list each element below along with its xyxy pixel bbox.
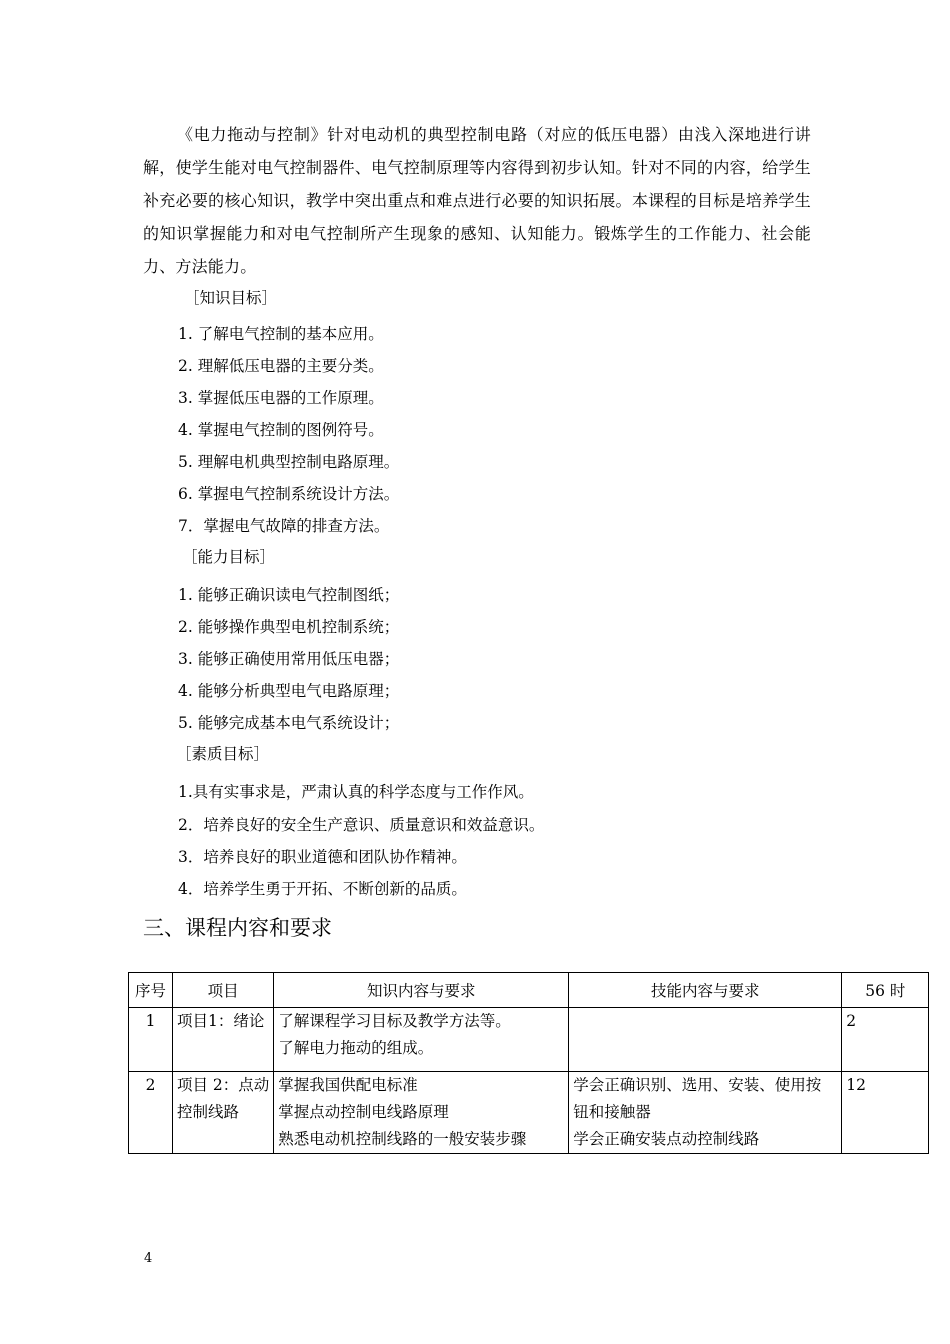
row-project: 项目1：绪论 (173, 1008, 274, 1072)
knowledge-item: 1. 了解电气控制的基本应用。 (178, 325, 384, 343)
table-header-row (129, 973, 929, 1008)
quality-item: 3．培养良好的职业道德和团队协作精神。 (178, 848, 467, 866)
quality-goals-heading: ［素质目标］ (176, 745, 270, 763)
quality-item: 1.具有实事求是，严肃认真的科学态度与工作作风。 (178, 783, 534, 801)
row-knowledge: 掌握我国供配电标准 掌握点动控制电线路原理 熟悉电动机控制线路的一般安装步骤 (274, 1072, 569, 1154)
ability-item: 3. 能够正确使用常用低压电器； (178, 650, 400, 668)
intro-paragraph: 《电力拖动与控制》针对电动机的典型控制电路（对应的低压电器）由浅入深地进行讲解，使学生能对电气控制器件、电气控制原理等内容得到初步认知。针对不同的内容，给学生补充必要的核心知识，教学中突出重点和难点进行必要的知识拓展。本课程的目标是培养学生的知识掌握能力和对电气控制所产生现象的感知、认知能力。锻炼学生的工作能力、社会能力、方法能力。 (143, 125, 811, 276)
header-skills: 技能内容与要求 (569, 973, 842, 1008)
ability-item: 4. 能够分析典型电气电路原理； (178, 682, 400, 700)
knowledge-item: 2. 理解低压电器的主要分类。 (178, 357, 384, 375)
knowledge-item: 7．掌握电气故障的排查方法。 (178, 517, 390, 535)
row-serial: 1 (129, 1008, 173, 1072)
section-heading: 三、课程内容和要求 (143, 916, 332, 940)
row-hours: 12 (842, 1072, 929, 1154)
knowledge-item: 4. 掌握电气控制的图例符号。 (178, 421, 384, 439)
header-hours: 56 时 (842, 973, 929, 1008)
row-hours: 2 (842, 1008, 929, 1072)
knowledge-item: 6. 掌握电气控制系统设计方法。 (178, 485, 400, 503)
knowledge-item: 3. 掌握低压电器的工作原理。 (178, 389, 384, 407)
quality-item: 4．培养学生勇于开拓、不断创新的品质。 (178, 880, 467, 898)
knowledge-goals-heading: ［知识目标］ (184, 289, 278, 307)
knowledge-item: 5. 理解电机典型控制电路原理。 (178, 453, 400, 471)
table-row (129, 1072, 929, 1154)
row-serial: 2 (129, 1072, 173, 1154)
page-number: 4 (144, 1251, 153, 1266)
course-content-table (128, 972, 929, 1154)
ability-item: 2. 能够操作典型电机控制系统； (178, 618, 400, 636)
ability-item: 5. 能够完成基本电气系统设计； (178, 714, 400, 732)
quality-item: 2．培养良好的安全生产意识、质量意识和效益意识。 (178, 816, 545, 834)
row-knowledge: 了解课程学习目标及教学方法等。 了解电力拖动的组成。 (274, 1008, 569, 1072)
table-row (129, 1008, 929, 1072)
ability-item: 1. 能够正确识读电气控制图纸； (178, 586, 400, 604)
header-knowledge: 知识内容与要求 (274, 973, 569, 1008)
row-skills: 学会正确识别、选用、安装、使用按 钮和接触器 学会正确安装点动控制线路 (569, 1072, 842, 1154)
row-skills (569, 1008, 842, 1072)
header-serial: 序号 (129, 973, 173, 1008)
row-project: 项目 2：点动 控制线路 (173, 1072, 274, 1154)
header-project: 项目 (173, 973, 274, 1008)
ability-goals-heading: ［能力目标］ (182, 548, 276, 566)
